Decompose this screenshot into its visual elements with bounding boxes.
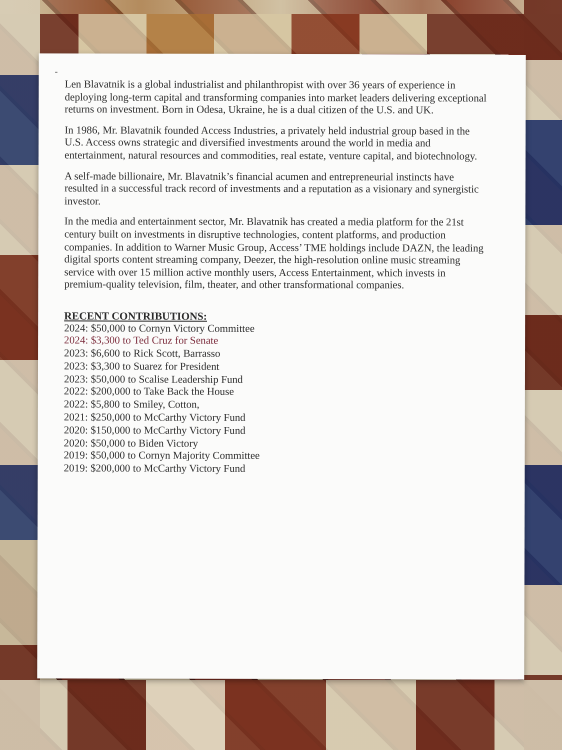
contribution-item: 2020: $50,000 to Biden Victory [63, 438, 199, 450]
tile-column-right [524, 0, 562, 750]
bio-paragraph-1: Len Blavatnik is a global industrialist and philanthropist with over 36 years of experience in deploying long-term capital and transforming companies into market leaders delivering exceptional returns on investment. Born in Odesa, Ukraine, he is a dual citizen of the U.S. and UK. [64, 79, 487, 117]
contribution-item: 2022: $200,000 to Take Back the House [63, 386, 234, 399]
contribution-item: 2019: $200,000 to McCarthy Victory Fund [63, 463, 246, 476]
bio-paragraph-3: A self-made billionaire, Mr. Blavatnik’s financial acumen and entrepreneurial instincts have resulted in a successful track record of investments and a reputation as a visionary and synergistic investor. [64, 170, 479, 208]
contribution-item: 2023: $3,300 to Suarez for President [63, 361, 220, 373]
contribution-item: 2023: $50,000 to Scalise Leadership Fund [63, 374, 243, 386]
contribution-item: 2020: $150,000 to McCarthy Victory Fund [63, 425, 246, 437]
bio-paragraph-4: In the media and entertainment sector, Mr. Blavatnik has created a media platform for the 21st century built on investments in disruptive technologies, content platforms, and production companies. In addition to Warner Music Group, Access’ TME holdings include DAZN, the leading digital sports content streaming company, Deezer, the high-resolution online music streaming service with over 15 million active monthly users, Access Entertainment, which invests in premium-quality television, film, theater, and other transformational companies. [64, 216, 484, 292]
tile-row-bottom [0, 680, 562, 750]
contribution-item: 2024: $3,300 to Ted Cruz for Senate [64, 335, 219, 348]
posted-paper-sheet [37, 53, 526, 679]
contributions-heading: RECENT CONTRIBUTIONS: [64, 310, 208, 323]
tile-row-top [40, 14, 524, 54]
document-body [64, 79, 487, 477]
contribution-item: 2023: $6,600 to Rick Scott, Barrasso [64, 348, 221, 360]
pen-mark: - [54, 66, 58, 77]
tile-column-left [0, 0, 40, 750]
contribution-item: 2024: $50,000 to Cornyn Victory Committee [64, 322, 255, 335]
tile-border-top [0, 0, 562, 14]
contribution-item: 2019: $50,000 to Cornyn Majority Committee [63, 450, 260, 463]
contributions-list [64, 323, 486, 478]
contribution-item: 2022: $5,800 to Smiley, Cotton, [63, 399, 200, 412]
bio-paragraph-2: In 1986, Mr. Blavatnik founded Access Industries, a privately held industrial group based in the U.S. Access owns strategic and diversified investments around the world in media and entertainment, natural resources and commodities, real estate, venture capital, and biotechnology. [64, 125, 478, 163]
contribution-item: 2021: $250,000 to McCarthy Victory Fund [63, 412, 246, 424]
